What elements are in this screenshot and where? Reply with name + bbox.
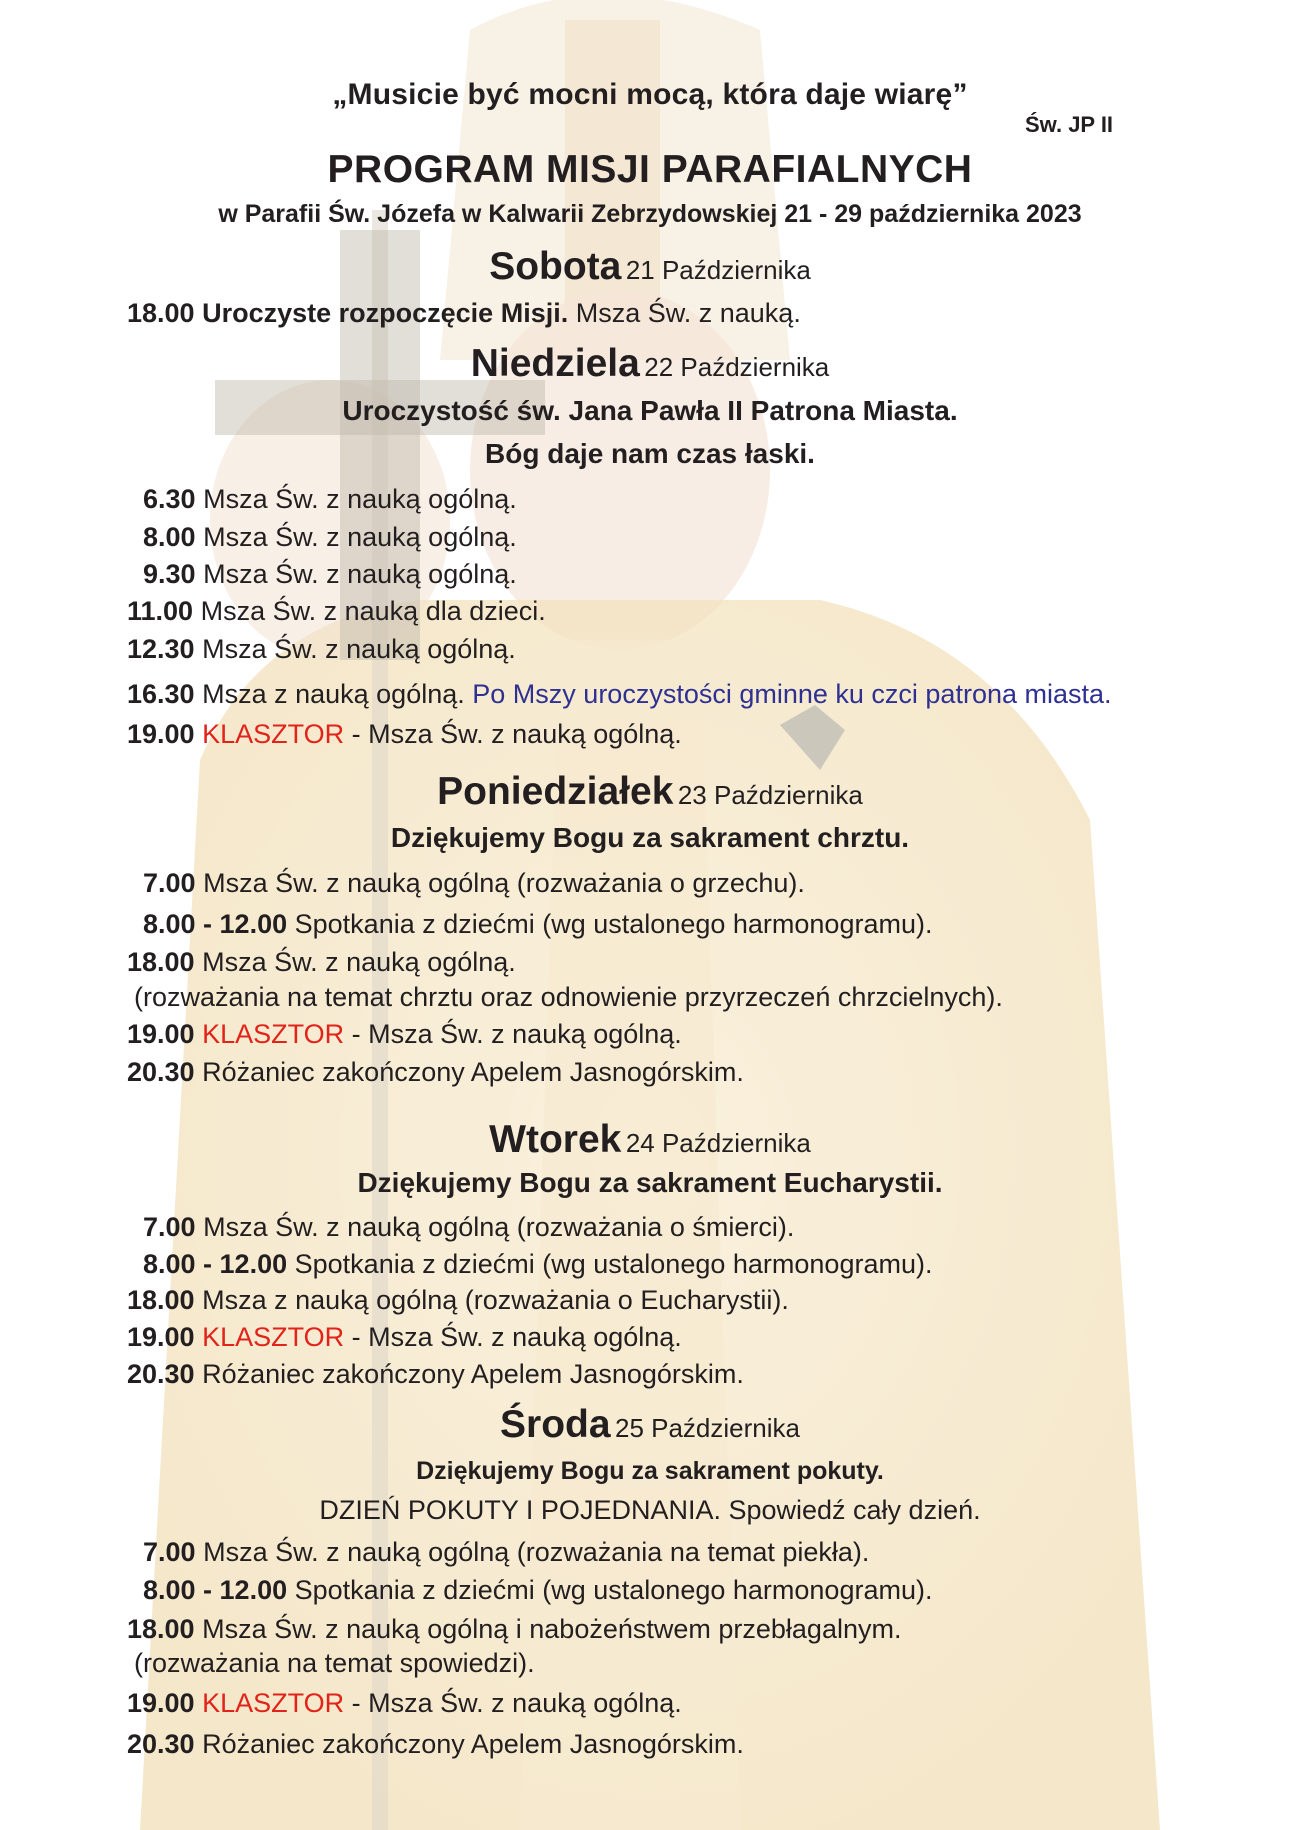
schedule-item [143,484,517,515]
item-time: 8.00 - 12.00 [143,909,288,939]
day-name: Sobota [489,245,622,288]
schedule-item [143,1537,869,1568]
item-time: 19.00 [127,1688,195,1718]
page-subtitle: w Parafii Św. Józefa w Kalwarii Zebrzydowskiej 21 - 29 października 2023 [218,200,1082,228]
item-time: 19.00 [127,1322,195,1352]
item-text: Msza Św. z nauką ogólną (rozważania na temat piekła). [203,1537,870,1567]
item-text: Spotkania z dziećmi (wg ustalonego harmonogramu). [294,909,933,939]
item-time: 7.00 [143,868,196,898]
schedule-item [143,1212,794,1243]
quote-author: Św. JP II [1025,112,1114,137]
schedule-item [143,522,517,553]
day-heading-wednesday [0,1403,1300,1447]
item-time: 7.00 [143,1212,196,1242]
schedule-item [127,298,801,329]
item-place: KLASZTOR [202,1322,345,1352]
item-place: KLASZTOR [202,719,345,749]
day-name: Niedziela [470,342,640,385]
item-text: Msza Św. z nauką ogólną. [202,634,516,664]
item-text: Spotkania z dziećmi (wg ustalonego harmonogramu). [294,1249,933,1279]
day-date: 25 Października [614,1413,800,1443]
item-time: 16.30 [127,679,195,709]
item-text: Różaniec zakończony Apelem Jasnogórskim. [202,1359,744,1389]
schedule-item [143,868,805,899]
day-note: DZIEŃ POKUTY I POJEDNANIA. Spowiedź cały dzień. [319,1495,981,1525]
day-name: Poniedziałek [437,770,674,813]
item-text: Spotkania z dziećmi (wg ustalonego harmonogramu). [294,1575,933,1605]
page-title: PROGRAM MISJI PARAFIALNYCH [327,148,973,191]
day-heading-tuesday [0,1118,1300,1162]
item-time: 19.00 [127,719,195,749]
day-heading-monday [0,770,1300,814]
day-theme: Uroczystość św. Jana Pawła II Patrona Miasta. [342,395,958,426]
item-text-bold: Uroczyste rozpoczęcie Misji. [202,298,569,328]
schedule-item [143,1575,932,1606]
item-text: Msza Św. z nauką dla dzieci. [200,596,546,626]
schedule-item [127,1285,789,1316]
schedule-item [143,1249,932,1280]
item-text: Msza Św. z nauką ogólną. [203,522,517,552]
item-text: Msza Św. z nauką ogólną (rozważania o grzechu). [203,868,805,898]
day-theme-secondary: Bóg daje nam czas łaski. [485,438,815,469]
item-text: - Msza Św. z nauką ogólną. [344,719,682,749]
day-date: 22 Października [644,352,830,382]
item-text: Msza Św. z nauką ogólną i nabożeństwem przebłagalnym. [202,1614,902,1644]
item-text: Msza Św. z nauką ogólną. [203,484,517,514]
day-theme: Dziękujemy Bogu za sakrament chrztu. [390,822,910,853]
item-place: KLASZTOR [202,1019,345,1049]
schedule-item [127,679,1112,710]
schedule-item [143,559,517,590]
day-heading-sunday [0,342,1300,386]
item-text: - Msza Św. z nauką ogólną. [344,1019,682,1049]
item-text: Msza Św. z nauką ogólną (rozważania o śmierci). [203,1212,795,1242]
schedule-item-continuation: (rozważania na temat spowiedzi). [134,1648,535,1678]
item-text: - Msza Św. z nauką ogólną. [344,1322,682,1352]
item-text: Msza z nauką ogólną (rozważania o Eucharystii). [202,1285,789,1315]
item-time: 8.00 - 12.00 [143,1249,288,1279]
schedule-item [127,1688,682,1719]
item-time: 20.30 [127,1359,195,1389]
schedule-item-continuation: (rozważania na temat chrztu oraz odnowienie przyrzeczeń chrzcielnych). [134,982,1003,1012]
item-time: 8.00 - 12.00 [143,1575,288,1605]
item-time: 20.30 [127,1057,195,1087]
item-time: 20.30 [127,1729,195,1759]
item-time: 19.00 [127,1019,195,1049]
item-time: 18.00 [127,1285,195,1315]
item-text: Msza Św. z nauką ogólną. [203,559,517,589]
item-time: 6.30 [143,484,196,514]
item-text: Msza Św. z nauką. [568,298,801,328]
schedule-item [127,719,682,750]
schedule-item [127,634,516,665]
item-text: Różaniec zakończony Apelem Jasnogórskim. [202,1057,744,1087]
item-text: Msza Św. z nauką ogólną. [202,947,516,977]
item-time: 7.00 [143,1537,196,1567]
day-theme: Dziękujemy Bogu za sakrament Eucharystii. [357,1167,943,1198]
day-heading-saturday [0,245,1300,289]
item-time: 11.00 [127,596,194,626]
quote-line [0,78,1300,112]
item-time: 12.30 [127,634,195,664]
day-name: Wtorek [489,1118,622,1161]
item-text: - Msza Św. z nauką ogólną. [344,1688,682,1718]
item-extra-note: Po Mszy uroczystości gminne ku czci patrona miasta. [472,679,1112,709]
item-text: Różaniec zakończony Apelem Jasnogórskim. [202,1729,744,1759]
day-name: Środa [500,1403,611,1446]
item-place: KLASZTOR [202,1688,345,1718]
day-date: 24 Października [625,1128,811,1158]
schedule-item [127,1614,901,1645]
quote-text: „Musicie być mocni mocą, która daje wiarę” [332,78,968,111]
day-theme: Dziękujemy Bogu za sakrament pokuty. [416,1457,884,1485]
item-time: 9.30 [143,559,196,589]
schedule-item [127,1359,744,1390]
schedule-item [127,947,516,978]
schedule-item [143,909,932,940]
schedule-item [127,596,546,627]
item-time: 18.00 [127,298,195,328]
day-date: 21 Października [625,255,811,285]
schedule-item [127,1019,682,1050]
item-time: 8.00 [143,522,196,552]
schedule-item [127,1322,682,1353]
item-time: 18.00 [127,947,195,977]
schedule-item [127,1057,744,1088]
day-date: 23 Października [677,780,863,810]
item-text: Msza z nauką ogólną. [202,679,465,709]
schedule-item [127,1729,744,1760]
item-time: 18.00 [127,1614,195,1644]
